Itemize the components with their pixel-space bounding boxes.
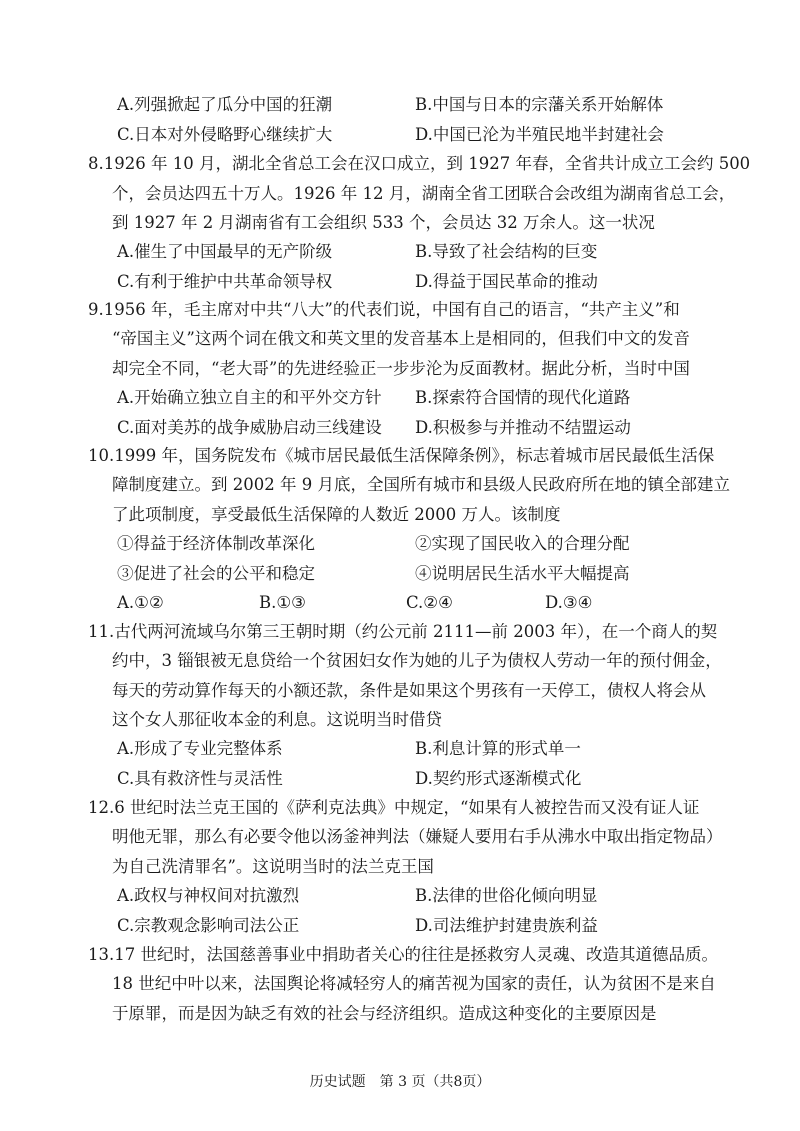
q7-option-b: B.中国与日本的宗藩关系开始解体 bbox=[415, 95, 664, 114]
q9-option-d: D.积极参与并推动不结盟运动 bbox=[415, 418, 631, 437]
q10-stem-line3: 了此项制度，享受最低生活保障的人数近 2000 万人。该制度 bbox=[112, 505, 561, 524]
q10-item-4: ④说明居民生活水平大幅提高 bbox=[415, 564, 630, 583]
q11-option-b: B.利息计算的形式单一 bbox=[415, 739, 581, 758]
q10-stem-line1: 10.1999 年，国务院发布《城市居民最低生活保障条例》，标志着城市居民最低生活保 bbox=[88, 446, 715, 465]
q10-option-a: A.①② bbox=[117, 593, 164, 612]
q9-stem-line1: 9.1956 年，毛主席对中共“八大”的代表们说，中国有自己的语言，“共产主义”和 bbox=[88, 300, 680, 319]
q9-option-a: A.开始确立独立自主的和平外交方针 bbox=[117, 388, 382, 407]
q8-option-d: D.得益于国民革命的推动 bbox=[415, 272, 598, 291]
q10-item-2: ②实现了国民收入的合理分配 bbox=[415, 534, 630, 553]
q10-item-3: ③促进了社会的公平和稳定 bbox=[117, 564, 315, 583]
q9-option-c: C.面对美苏的战争威胁启动三线建设 bbox=[117, 418, 382, 437]
q12-option-c: C.宗教观念影响司法公正 bbox=[117, 916, 300, 935]
q7-option-d: D.中国已沦为半殖民地半封建社会 bbox=[415, 125, 664, 144]
page-footer: 历史试题 第 3 页（共8页） bbox=[309, 1074, 491, 1090]
q10-item-1: ①得益于经济体制改革深化 bbox=[117, 534, 315, 553]
q7-option-a: A.列强掀起了瓜分中国的狂潮 bbox=[117, 95, 333, 114]
q12-option-b: B.法律的世俗化倾向明显 bbox=[415, 886, 598, 905]
q10-option-b: B.①③ bbox=[259, 593, 306, 612]
q11-option-c: C.具有救济性与灵活性 bbox=[117, 769, 283, 788]
q11-option-d: D.契约形式逐渐模式化 bbox=[415, 769, 582, 788]
q9-stem-line3: 却完全不同，“老大哥”的先进经验正一步步沦为反面教材。据此分析，当时中国 bbox=[112, 359, 690, 378]
q13-stem-line3: 于原罪，而是因为缺乏有效的社会与经济组织。造成这种变化的主要原因是 bbox=[112, 1004, 657, 1023]
q13-stem-line2: 18 世纪中叶以来，法国舆论将减轻穷人的痛苦视为国家的责任，认为贫困不是来自 bbox=[112, 974, 716, 993]
q7-option-c: C.日本对外侵略野心继续扩大 bbox=[117, 125, 333, 144]
q10-stem-line2: 障制度建立。到 2002 年 9 月底，全国所有城市和县级人民政府所在地的镇全部建立 bbox=[112, 475, 730, 494]
q12-stem-line3: 为自己洗清罪名”。这说明当时的法兰克王国 bbox=[112, 857, 434, 876]
q10-option-c: C.②④ bbox=[406, 593, 453, 612]
q12-option-d: D.司法维护封建贵族利益 bbox=[415, 916, 598, 935]
q12-option-a: A.政权与神权间对抗激烈 bbox=[117, 886, 300, 905]
q8-stem-line3: 到 1927 年 2 月湖南省有工会组织 533 个，会员达 32 万余人。这一状况 bbox=[112, 213, 655, 232]
q11-option-a: A.形成了专业完整体系 bbox=[117, 739, 283, 758]
q9-option-b: B.探索符合国情的现代化道路 bbox=[415, 388, 631, 407]
q12-stem-line2: 明他无罪，那么有必要令他以汤釜神判法（嫌疑人要用右手从沸水中取出指定物品） bbox=[112, 827, 723, 846]
q8-option-c: C.有利于维护中共革命领导权 bbox=[117, 272, 333, 291]
q11-stem-line4: 这个女人那征收本金的利息。这说明当时借贷 bbox=[112, 710, 442, 729]
q12-stem-line1: 12.6 世纪时法兰克王国的《萨利克法典》中规定，“如果有人被控告而又没有证人证 bbox=[88, 798, 700, 817]
q8-stem-line2: 个，会员达四五十万人。1926 年 12 月，湖南全省工团联合会改组为湖南省总工会， bbox=[112, 184, 736, 203]
q11-stem-line1: 11.古代两河流域乌尔第三王朝时期（约公元前 2111—前 2003 年），在一个商人的契 bbox=[88, 622, 718, 641]
q8-stem-line1: 8.1926 年 10 月，湖北全省总工会在汉口成立，到 1927 年春，全省共计成立工会约 500 bbox=[88, 154, 751, 173]
q13-stem-line1: 13.17 世纪时，法国慈善事业中捐助者关心的往往是拯救穷人灵魂、改造其道德品质。 bbox=[88, 945, 718, 964]
q8-option-b: B.导致了社会结构的巨变 bbox=[415, 242, 598, 261]
q9-stem-line2: “帝国主义”这两个词在俄文和英文里的发音基本上是相同的，但我们中文的发音 bbox=[112, 329, 690, 348]
q10-option-d: D.③④ bbox=[545, 593, 593, 612]
q8-option-a: A.催生了中国最早的无产阶级 bbox=[117, 242, 333, 261]
q11-stem-line2: 约中，3 锱银被无息贷给一个贫困妇女作为她的儿子为债权人劳动一年的预付佣金， bbox=[112, 651, 722, 670]
q11-stem-line3: 每天的劳动算作每天的小额还款，条件是如果这个男孩有一天停工，债权人将会从 bbox=[112, 681, 706, 700]
